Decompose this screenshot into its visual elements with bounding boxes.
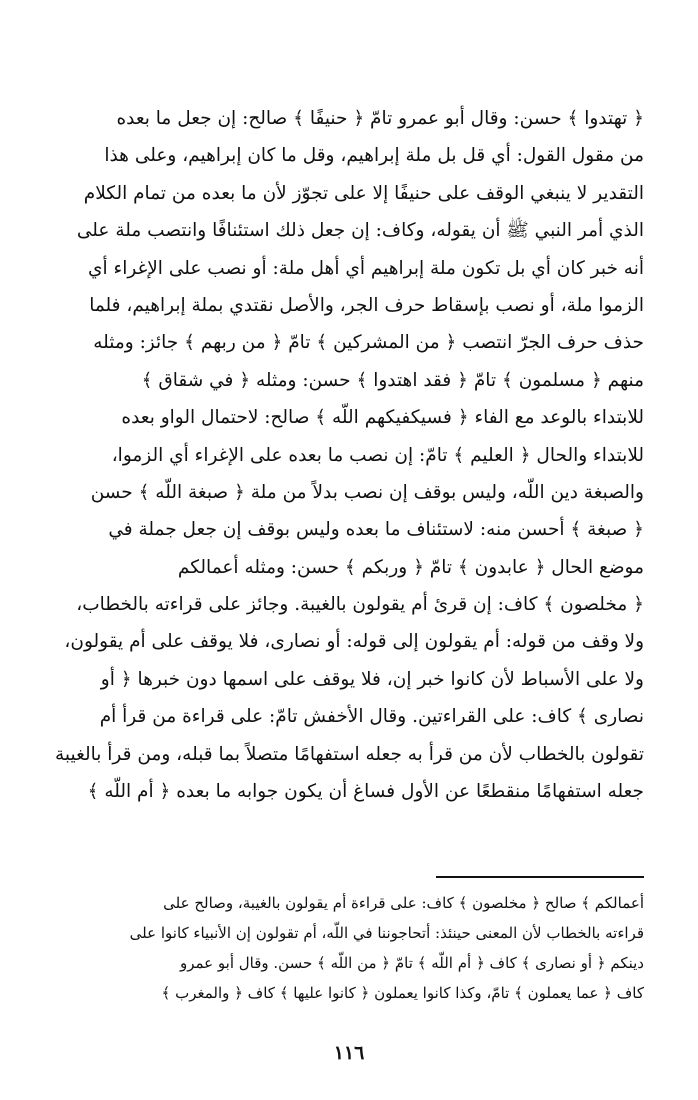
text-line: حذف حرف الجرّ انتصب ﴿ من المشركين ﴾ تامّ ﴿ من ربهم ﴾ جائز: ومثله xyxy=(93,332,644,354)
text-line: منهم ﴿ مسلمون ﴾ تامّ ﴿ فقد اهتدوا ﴾ حسن: ومثله ﴿ في شقاق ﴾ xyxy=(141,369,644,391)
text-line: موضع الحال ﴿ عابدون ﴾ تامّ ﴿ وربكم ﴾ حسن: ومثله أعمالكم xyxy=(177,556,644,578)
text-line: نصارى ﴾ كاف: على القراءتين. وقال الأخفش تامّ: على قراءة من قرأ أم xyxy=(99,706,644,728)
text-line: ﴿ مخلصون ﴾ كاف: إن قرئ أم يقولون بالغيبة. وجائز على قراءته بالخطاب، xyxy=(76,594,644,616)
text-line: ولا وقف من قوله: أم يقولون إلى قوله: أو نصارى، فلا يوقف على أم يقولون، xyxy=(64,631,644,653)
text-line: التقدير لا ينبغي الوقف على حنيفًا إلا على تجوّز لأن ما بعده من تمام الكلام xyxy=(83,182,644,204)
footnote-block xyxy=(48,888,644,1008)
text-line: ولا على الأسباط لأن كانوا خبر إن، فلا يوقف على اسمها دون خبرها ﴿ أو xyxy=(100,668,644,690)
page-number: ١١٦ xyxy=(333,1042,365,1064)
footnote-line: أعمالكم ﴾ صالح ﴿ مخلصون ﴾ كاف: على قراءة أم يقولون بالغيبة، وصالح على xyxy=(163,894,644,912)
footnote-line: دينكم ﴿ أو نصارى ﴾ كاف ﴿ أم اللّه ﴾ تامّ ﴿ من اللّه ﴾ حسن. وقال أبو عمرو xyxy=(179,954,644,972)
text-line: ﴿ صبغة ﴾ أحسن منه: لاستئناف ما بعده وليس بوقف إن جعل جملة في xyxy=(108,519,644,541)
main-text-block xyxy=(48,100,644,810)
footnote-divider xyxy=(436,876,644,878)
text-line: الذي أمر النبي ﷺ أن يقوله، وكاف: إن جعل ذلك استئنافًا وانتصب ملة على xyxy=(76,220,644,242)
text-line: تقولون بالخطاب لأن من قرأ به جعله استفهامًا متصلاً بما قبله، ومن قرأ بالغيبة xyxy=(54,743,644,765)
text-line: جعله استفهامًا منقطعًا عن الأول فساغ أن يكون جوابه ما بعده ﴿ أم اللّه ﴾ xyxy=(87,781,644,803)
text-line: أنه خبر كان أي بل تكون ملة إبراهيم أي أهل ملة: أو نصب على الإغراء أي xyxy=(88,257,644,279)
text-line: الزموا ملة، أو نصب بإسقاط حرف الجر، والأصل نقتدي بملة إبراهيم، فلما xyxy=(89,294,644,316)
text-line: من مقول القول: أي قل بل ملة إبراهيم، وقل ما كان إبراهيم، وعلى هذا xyxy=(104,145,644,167)
text-line: والصبغة دين اللّه، وليس بوقف إن نصب بدلاً من ملة ﴿ صبغة اللّه ﴾ حسن xyxy=(90,481,644,503)
footnote-line: كاف ﴿ عما يعملون ﴾ تامّ، وكذا كانوا يعملون ﴿ كانوا عليها ﴾ كاف ﴿ والمغرب ﴾ xyxy=(161,984,644,1002)
text-line: للابتداء بالوعد مع الفاء ﴿ فسيكفيكهم اللّه ﴾ صالح: لاحتمال الواو بعده xyxy=(121,407,644,429)
text-line: للابتداء والحال ﴿ العليم ﴾ تامّ: إن نصب ما بعده على الإغراء أي الزموا، xyxy=(111,444,644,466)
text-line: ﴿ تهتدوا ﴾ حسن: وقال أبو عمرو تامّ ﴿ حنيفًا ﴾ صالح: إن جعل ما بعده xyxy=(116,108,644,129)
footnote-line: قراءته بالخطاب لأن المعنى حينئذ: أتحاجوننا في اللّه، أم تقولون إن الأنبياء كانوا على xyxy=(129,924,644,942)
